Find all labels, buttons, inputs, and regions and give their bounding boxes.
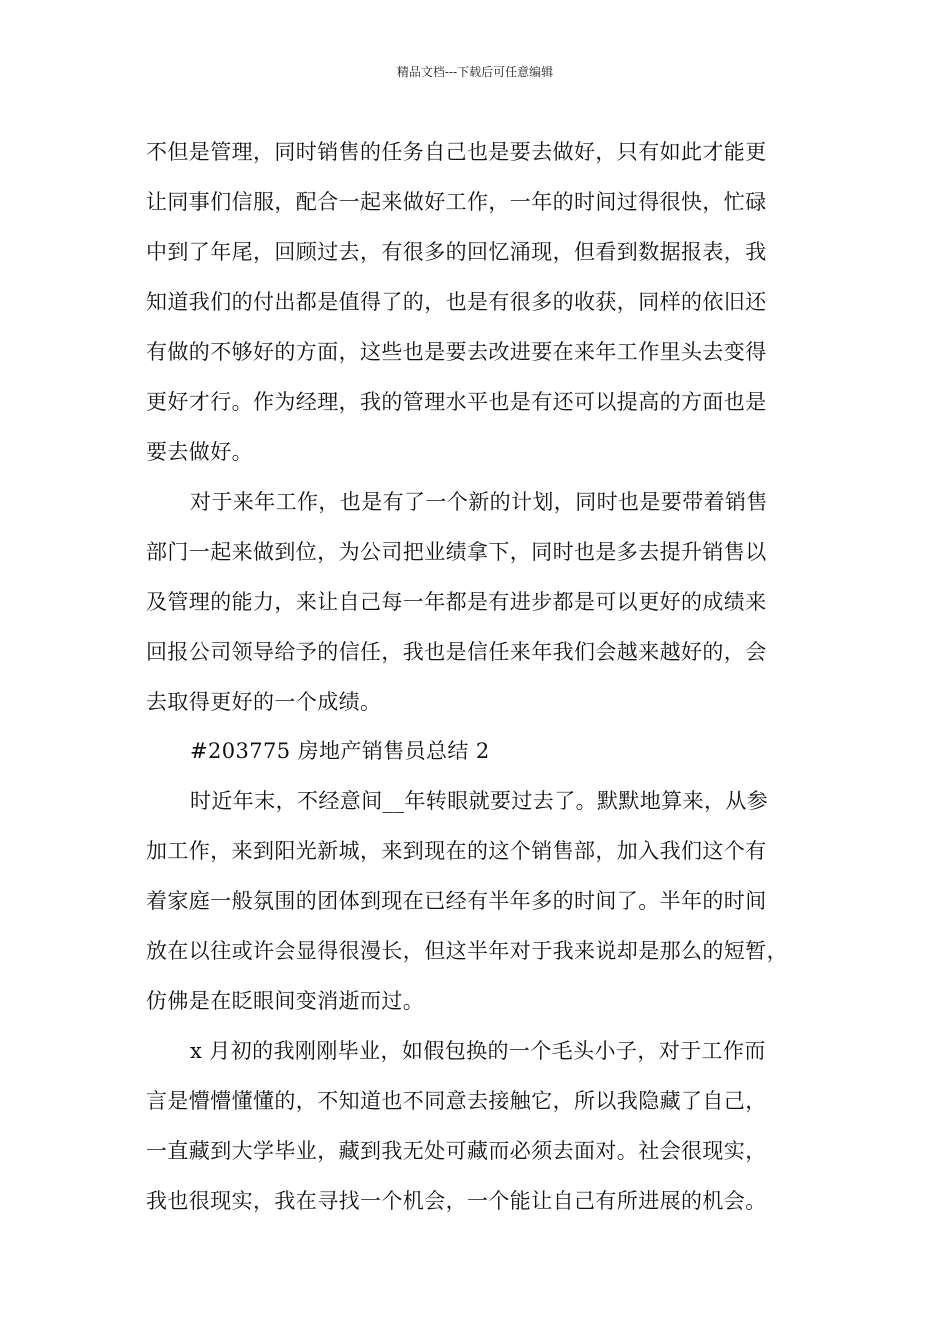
paragraph-line: x 月初的我刚刚毕业，如假包换的一个毛头小子，对于工作而 <box>190 1039 766 1063</box>
page-header: 精品文档---下载后可任意编辑 <box>396 65 554 79</box>
paragraph-line: 时近年末，不经意间__年转眼就要过去了。默默地算来，从参 <box>190 789 769 813</box>
paragraph-line: 言是懵懵懂懂的，不知道也不同意去接触它，所以我隐藏了自己， <box>146 1089 767 1113</box>
paragraph-line: 我也很现实，我在寻找一个机会，一个能让自己有所进展的机会。 <box>146 1189 767 1213</box>
paragraph-line: 中到了年尾，回顾过去，有很多的回忆涌现，但看到数据报表，我 <box>146 240 767 264</box>
paragraph-line: 着家庭一般氛围的团体到现在已经有半年多的时间了。半年的时间 <box>146 889 767 913</box>
section-heading: #203775 房地产销售员总结 2 <box>190 739 490 763</box>
paragraph-line: 让同事们信服，配合一起来做好工作，一年的时间过得很快，忙碌 <box>146 190 767 214</box>
paragraph-line: 去取得更好的一个成绩。 <box>146 690 382 714</box>
paragraph-line: 及管理的能力，来让自己每一年都是有进步都是可以更好的成绩来 <box>146 590 767 614</box>
paragraph-line: 放在以往或许会显得很漫长，但这半年对于我来说却是那么的短暂， <box>146 939 788 963</box>
paragraph-line: 不但是管理，同时销售的任务自己也是要去做好，只有如此才能更 <box>146 140 767 164</box>
paragraph-line: 加工作，来到阳光新城，来到现在的这个销售部，加入我们这个有 <box>146 839 767 863</box>
paragraph-line: 仿佛是在眨眼间变消逝而过。 <box>146 989 425 1013</box>
paragraph-line: 知道我们的付出都是值得了的，也是有很多的收获，同样的依旧还 <box>146 290 767 314</box>
paragraph-line: 一直藏到大学毕业，藏到我无处可藏而必须去面对。社会很现实， <box>146 1139 767 1163</box>
paragraph-line: 部门一起来做到位，为公司把业绩拿下，同时也是多去提升销售以 <box>146 540 767 564</box>
paragraph-line: 对于来年工作，也是有了一个新的计划，同时也是要带着销售 <box>190 490 768 514</box>
paragraph-line: 要去做好。 <box>146 440 253 464</box>
paragraph-line: 回报公司领导给予的信任，我也是信任来年我们会越来越好的，会 <box>146 640 767 664</box>
paragraph-line: 有做的不够好的方面，这些也是要去改进要在来年工作里头去变得 <box>146 340 767 364</box>
paragraph-line: 更好才行。作为经理，我的管理水平也是有还可以提高的方面也是 <box>146 390 767 414</box>
